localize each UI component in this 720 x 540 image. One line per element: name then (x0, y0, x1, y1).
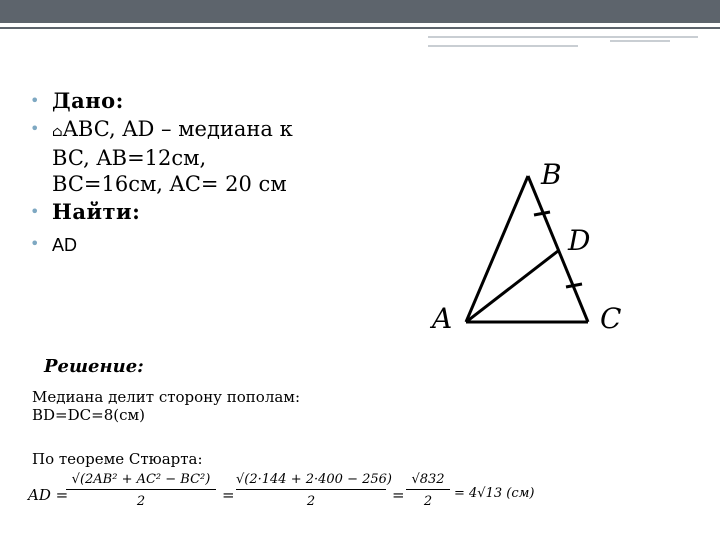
decor-line (610, 40, 670, 42)
stewart-formula (28, 472, 535, 524)
fraction-bar (66, 489, 216, 490)
title-bar (0, 0, 720, 23)
solution-line-3: По теореме Стюарта: (32, 450, 203, 468)
given-line-1: ABC, AD – медиана к (62, 117, 293, 141)
fraction-bar (406, 489, 450, 490)
solution-line-2: BD=DC=8(см) (32, 406, 146, 424)
bullet-icon: • (30, 119, 40, 138)
given-line-2: BC, AB=12см, (52, 146, 207, 170)
bullet-icon: • (30, 91, 40, 110)
given-line-3: BC=16см, AC= 20 см (52, 172, 287, 196)
fraction-2 (236, 472, 392, 509)
fraction-2-denominator: 2 (306, 494, 316, 509)
triangle-symbol-icon: ⌂ (52, 124, 63, 140)
fraction-1 (66, 472, 216, 509)
fraction-2-numerator: √(2·144 + 2·400 − 256) (236, 472, 392, 487)
fraction-3-numerator: √832 (411, 472, 445, 487)
find-heading (28, 199, 388, 225)
fraction-1-denominator: 2 (136, 494, 146, 509)
fraction-3 (406, 472, 450, 509)
find-label: Найти: (52, 199, 141, 224)
fraction-3-denominator: 2 (423, 494, 433, 509)
bullet-icon: • (30, 202, 40, 221)
find-item (28, 231, 388, 258)
given-text (28, 116, 388, 197)
tick-mark-bd (534, 212, 550, 215)
side-ab (466, 176, 528, 322)
decor-line (428, 45, 578, 47)
title-rule (0, 27, 720, 29)
equals-sign: = (392, 486, 405, 504)
find-value: AD (52, 235, 78, 255)
bullet-icon: • (30, 234, 40, 253)
tick-mark-dc (566, 284, 582, 287)
solution-heading: Решение: (44, 356, 144, 377)
given-label: Дано: (52, 88, 124, 113)
formula-result: = 4√13 (см) (454, 486, 535, 501)
vertex-label-c: C (600, 302, 622, 335)
given-block (28, 88, 388, 260)
formula-lhs: AD = (28, 486, 69, 504)
vertex-label-b: B (541, 158, 562, 191)
given-heading (28, 88, 388, 114)
decor-line (428, 36, 698, 38)
equals-sign: = (222, 486, 235, 504)
vertex-label-a: A (432, 302, 453, 335)
fraction-bar (236, 489, 386, 490)
vertex-label-d: D (568, 224, 591, 257)
fraction-1-numerator: √(2AB² + AC² − BC²) (71, 472, 211, 487)
solution-line-1: Медиана делит сторону пополам: (32, 388, 301, 406)
